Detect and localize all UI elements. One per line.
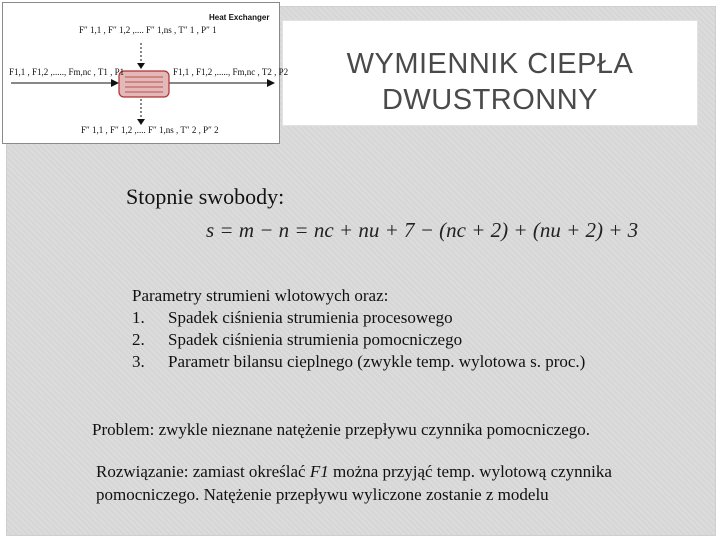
parameters-list (132, 307, 585, 373)
exchanger-body (119, 71, 169, 97)
slide-title (282, 46, 698, 118)
list-item (132, 351, 585, 373)
solution-prefix: Rozwiązanie: zamiast określać (96, 462, 306, 481)
diagram-label: Heat Exchanger (209, 13, 270, 22)
bottom-stream-label: F″ 1,1 , F″ 1,2 ,.... F″ 1,ns , T″ 2 , P″ 2 (81, 125, 219, 135)
title-line-1: WYMIENNIK CIEPŁA (346, 48, 634, 80)
list-text: Spadek ciśnienia strumienia pomocniczego (168, 330, 463, 349)
solution-suffix: można przyjąć temp. wylotową czynnika pomocniczego. Natężenie przepływu wyliczone zostanie z modelu (96, 462, 612, 504)
solution-statement (96, 460, 706, 506)
list-number: 1. (132, 308, 145, 327)
problem-statement: Problem: zwykle nieznane natężenie przepływu czynnika pomocniczego. (92, 420, 590, 439)
parameters-block (132, 285, 585, 373)
outlet-arrow-icon (267, 79, 275, 87)
outlet-stream-label: F1,1 , F1,2 ,....., Fm,nc , T2 , P2 (173, 67, 289, 77)
inlet-stream-label: F1,1 , F1,2 ,....., Fm,nc , T1 , P1 (9, 67, 125, 77)
list-item (132, 307, 585, 329)
solution-variable: F1 (309, 462, 329, 481)
list-text: Spadek ciśnienia strumienia procesowego (168, 308, 453, 327)
title-line-2: DWUSTRONNY (381, 84, 599, 116)
parameters-intro: Parametry strumieni wlotowych oraz: (132, 286, 389, 305)
inlet-arrow-icon (111, 79, 119, 87)
degrees-of-freedom-label: Stopnie swobody: (126, 184, 285, 209)
top-arrow-icon (137, 63, 145, 69)
list-number: 3. (132, 352, 145, 371)
list-number: 2. (132, 330, 145, 349)
top-stream-label: F″ 1,1 , F″ 1,2 ,.... F″ 1,ns , T″ 1 , P″ 1 (79, 25, 217, 35)
list-text: Parametr bilansu cieplnego (zwykle temp. wylotowa s. proc.) (168, 352, 586, 371)
dof-formula: s = m − n = nc + nu + 7 − (nc + 2) + (nu + 2) + 3 (206, 218, 639, 242)
list-item (132, 329, 585, 351)
heat-exchanger-diagram (2, 2, 289, 144)
